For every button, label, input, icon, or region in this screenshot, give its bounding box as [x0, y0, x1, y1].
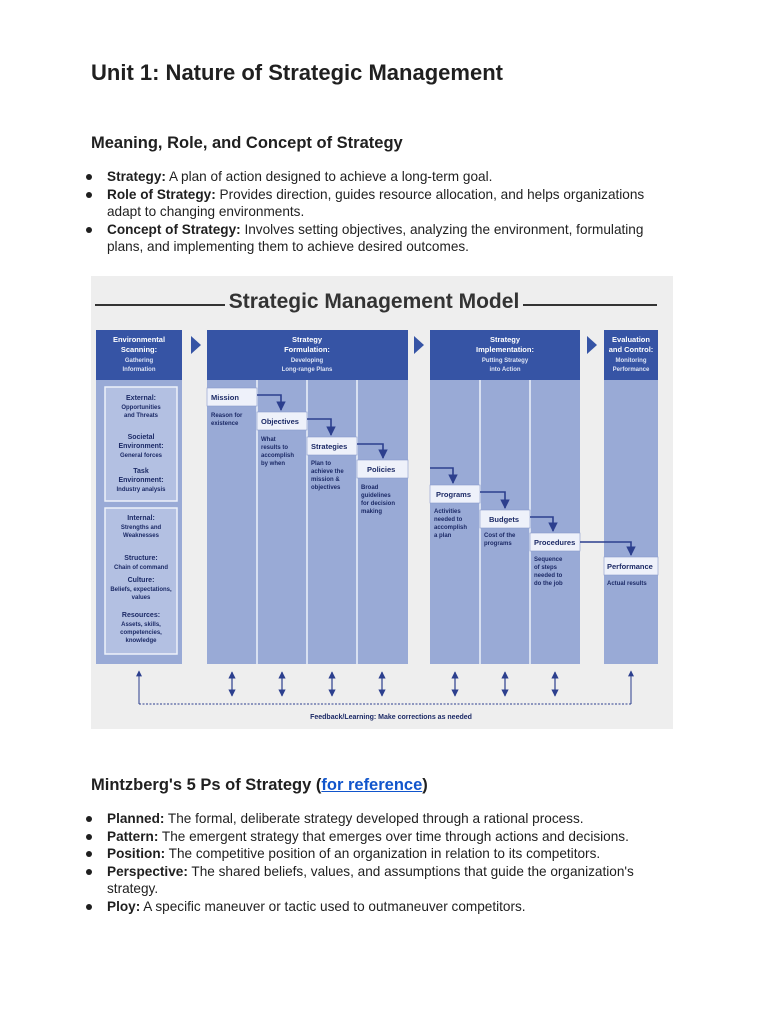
- external-heading: and Threats: [123, 413, 159, 419]
- bullet-icon: [86, 816, 92, 822]
- step-desc: Reason for: [211, 413, 243, 419]
- header-title: and Control:: [608, 345, 654, 354]
- step-desc: Activities: [434, 509, 461, 515]
- section-heading-mintzberg: [91, 776, 428, 795]
- list-item: [86, 898, 666, 916]
- internal-resources: knowledge: [125, 638, 157, 644]
- step-label-objectives: Objectives: [261, 417, 299, 426]
- header-subtitle: Monitoring: [615, 358, 647, 364]
- internal-resources: Resources:: [121, 612, 161, 619]
- bullet-icon: [86, 174, 92, 180]
- step-desc: making: [361, 509, 383, 515]
- step-desc: by when: [261, 461, 286, 467]
- step-desc: needed to: [534, 573, 563, 579]
- bullet-icon: [86, 904, 92, 910]
- strategy-list: [86, 168, 666, 256]
- bullet-icon: [86, 192, 92, 198]
- internal-culture: values: [131, 595, 151, 601]
- step-desc: programs: [484, 541, 512, 547]
- header-subtitle: Developing: [290, 358, 324, 364]
- step-label-policies: Policies: [367, 465, 396, 474]
- list-item-text: A specific maneuver or tactic used to outmaneuver competitors.: [140, 898, 526, 914]
- step-label-budgets: Budgets: [489, 515, 519, 524]
- list-item-term: Strategy:: [107, 169, 166, 184]
- internal-resources: Assets, skills,: [121, 622, 161, 628]
- step-desc: results to: [261, 445, 289, 451]
- step-desc: for decision: [361, 501, 396, 507]
- list-item-text: The formal, deliberate strategy developed through a rational process.: [164, 811, 584, 826]
- list-item-text: Provides direction, guides resource allocation, and helps organizations adapt to changing environments.: [107, 186, 645, 220]
- list-item-term: Perspective:: [107, 863, 188, 879]
- internal-structure: Structure:: [124, 555, 158, 562]
- list-item: [86, 186, 666, 221]
- step-desc: a plan: [434, 533, 452, 539]
- reference-link[interactable]: for reference: [321, 776, 423, 794]
- list-item-term: Pattern:: [107, 828, 159, 844]
- header-subtitle: Performance: [612, 367, 650, 373]
- header-title: Strategy: [489, 335, 521, 344]
- bullet-icon: [86, 851, 92, 857]
- internal-heading: Internal:: [127, 515, 155, 522]
- step-desc: achieve the: [311, 469, 344, 475]
- step-desc: accomplish: [434, 525, 468, 531]
- external-societal: Environment:: [118, 443, 164, 450]
- list-item-term: Position:: [107, 846, 166, 862]
- internal-resources: competencies,: [120, 630, 162, 636]
- internal-structure: Chain of command: [113, 565, 169, 571]
- step-desc: guidelines: [361, 493, 391, 499]
- heading-text: Mintzberg's 5 Ps of Strategy (: [91, 776, 322, 794]
- step-desc: objectives: [311, 485, 341, 491]
- header-title: Strategy: [291, 335, 323, 344]
- five-ps-list: [86, 810, 666, 916]
- internal-heading: Strengths and: [120, 525, 162, 531]
- external-heading: Opportunities: [121, 405, 161, 411]
- header-subtitle: Putting Strategy: [481, 358, 529, 364]
- step-desc: existence: [211, 421, 239, 427]
- internal-heading: Weaknesses: [123, 533, 159, 539]
- step-desc: What: [261, 437, 276, 443]
- header-title: Formulation:: [284, 345, 330, 354]
- list-item: [86, 863, 666, 898]
- header-title: Implementation:: [476, 345, 534, 354]
- step-label-mission: Mission: [211, 393, 239, 402]
- list-item-text: A plan of action designed to achieve a long-term goal.: [165, 169, 493, 184]
- list-item-term: Concept of Strategy:: [107, 221, 241, 237]
- step-desc: Plan to: [311, 461, 332, 467]
- external-heading: External:: [126, 395, 156, 402]
- external-societal: General forces: [119, 453, 163, 459]
- step-desc: mission &: [311, 477, 340, 483]
- step-desc: do the job: [534, 581, 563, 587]
- header-title: Environmental: [112, 335, 166, 344]
- step-desc: of steps: [534, 565, 558, 571]
- step-label-performance: Performance: [607, 562, 653, 571]
- internal-culture: Beliefs, expectations,: [110, 587, 172, 593]
- list-item-term: Role of Strategy:: [107, 186, 216, 202]
- step-desc: Sequence: [534, 557, 563, 563]
- step-desc: needed to: [434, 517, 463, 523]
- step-desc: Cost of the: [484, 533, 516, 539]
- header-title: Scanning:: [120, 345, 158, 354]
- step-desc: Actual results: [607, 581, 647, 587]
- header-title: Evaluation: [612, 335, 650, 344]
- external-task: Task: [133, 468, 149, 475]
- header-subtitle: Long-range Plans: [281, 367, 333, 373]
- step-label-programs: Programs: [436, 490, 472, 499]
- bullet-icon: [86, 227, 92, 233]
- list-item: [86, 221, 666, 256]
- step-desc: Broad: [361, 485, 379, 491]
- external-task: Environment:: [118, 477, 164, 484]
- header-subtitle: Information: [122, 367, 156, 373]
- list-item: [86, 845, 666, 863]
- list-item-text: The emergent strategy that emerges over time through actions and decisions.: [158, 828, 629, 844]
- internal-culture: Culture:: [127, 577, 155, 584]
- page-title: Unit 1: Nature of Strategic Management: [91, 60, 503, 85]
- list-item: [86, 810, 666, 828]
- list-item: [86, 828, 666, 846]
- evaluation-column: [604, 330, 658, 664]
- list-item-text: Involves setting objectives, analyzing the environment, formulating plans, and implementing them to achieve desired outcomes.: [107, 221, 644, 255]
- bullet-icon: [86, 869, 92, 875]
- list-item-text: The shared beliefs, values, and assumptions that guide the organization's strategy.: [107, 863, 634, 897]
- step-desc: accomplish: [261, 453, 295, 459]
- bullet-icon: [86, 834, 92, 840]
- external-task: Industry analysis: [116, 487, 166, 493]
- header-subtitle: Gathering: [124, 358, 154, 364]
- diagram-title: Strategic Management Model: [228, 290, 520, 313]
- step-label-procedures: Procedures: [534, 538, 576, 547]
- list-item-term: Planned:: [107, 811, 165, 826]
- external-societal: Societal: [127, 434, 155, 441]
- strategic-management-model-diagram: [91, 276, 673, 729]
- heading-text: ): [422, 776, 428, 794]
- section-heading-strategy: Meaning, Role, and Concept of Strategy: [91, 134, 403, 152]
- list-item-term: Ploy:: [107, 898, 141, 914]
- step-label-strategies: Strategies: [311, 442, 348, 451]
- list-item-text: The competitive position of an organization in relation to its competitors.: [165, 846, 601, 862]
- list-item: [86, 168, 666, 186]
- feedback-label: Feedback/Learning: Make corrections as needed: [310, 714, 472, 721]
- header-subtitle: into Action: [489, 367, 521, 373]
